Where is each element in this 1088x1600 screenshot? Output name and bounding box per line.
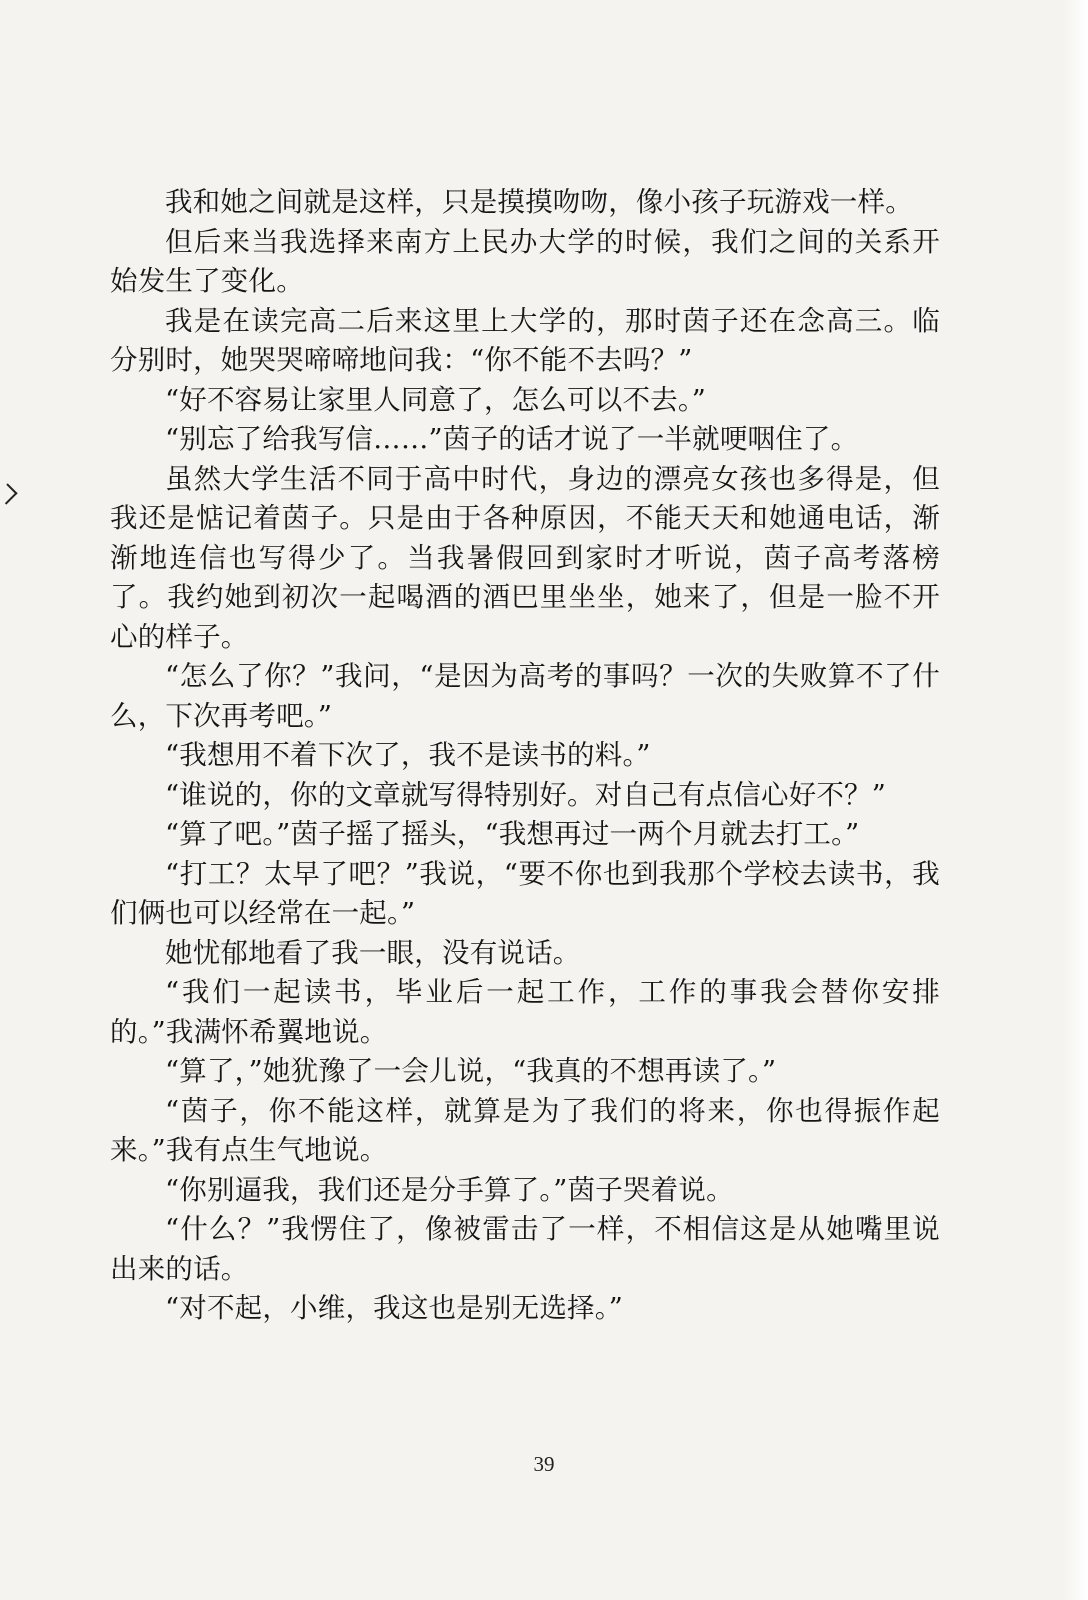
paragraph: 但后来当我选择来南方上民办大学的时候，我们之间的关系开始发生了变化。 [110, 225, 940, 297]
paragraph: “对不起，小维，我这也是别无选择。” [165, 1292, 623, 1324]
paragraph: “好不容易让家里人同意了，怎么可以不去。” [165, 383, 707, 416]
paragraph: “茵子，你不能这样，就算是为了我们的将来，你也得振作起来。”我有点生气地说。 [110, 1094, 940, 1166]
paragraph: “我们一起读书，毕业后一起工作，工作的事我会替你安排的。”我满怀希翼地说。 [110, 976, 940, 1048]
paragraph: “谁说的，你的文章就写得特别好。对自己有点信心好不？” [165, 778, 887, 811]
paragraph: “算了吧。”茵子摇了摇头，“我想再过一两个月就去打工。” [165, 818, 860, 850]
paragraph: 我是在读完高二后来这里上大学的，那时茵子还在念高三。临分别时，她哭哭啼啼地问我：“你不能不去吗？” [110, 304, 940, 376]
paragraph: 虽然大学生活不同于高中时代，身边的漂亮女孩也多得是，但我还是惦记着茵子。只是由于各种原因，不能天天和她通电话，渐渐地连信也写得少了。当我暑假回到家时才听说，茵子高考落榜了。我约她到初次一起喝酒的酒巴里坐坐，她来了，但是一脸不开心的样子。 [110, 462, 940, 653]
paragraph: “别忘了给我写信……”茵子的话才说了一半就哽咽住了。 [165, 423, 859, 455]
paragraph: “我想用不着下次了，我不是读书的料。” [165, 739, 651, 771]
paragraph: “打工？太早了吧？”我说，“要不你也到我那个学校去读书，我们俩也可以经常在一起。” [110, 857, 940, 929]
body-text [110, 183, 940, 1329]
paragraph: 她忧郁地看了我一眼，没有说话。 [165, 936, 581, 969]
paragraph: 我和她之间就是这样，只是摸摸吻吻，像小孩子玩游戏一样。 [165, 186, 913, 218]
page-number: 39 [533, 1452, 555, 1476]
paragraph: “算了，”她犹豫了一会儿说，“我真的不想再读了。” [165, 1055, 777, 1087]
page-edge-shadow [1062, 0, 1088, 1600]
paragraph: “怎么了你？”我问，“是因为高考的事吗？一次的失败算不了什么，下次再考吧。” [110, 660, 940, 732]
paragraph: “什么？”我愣住了，像被雷击了一样，不相信这是从她嘴里说出来的话。 [110, 1213, 940, 1285]
paragraph: “你别逼我，我们还是分手算了。”茵子哭着说。 [165, 1173, 734, 1206]
margin-mark [0, 483, 18, 504]
